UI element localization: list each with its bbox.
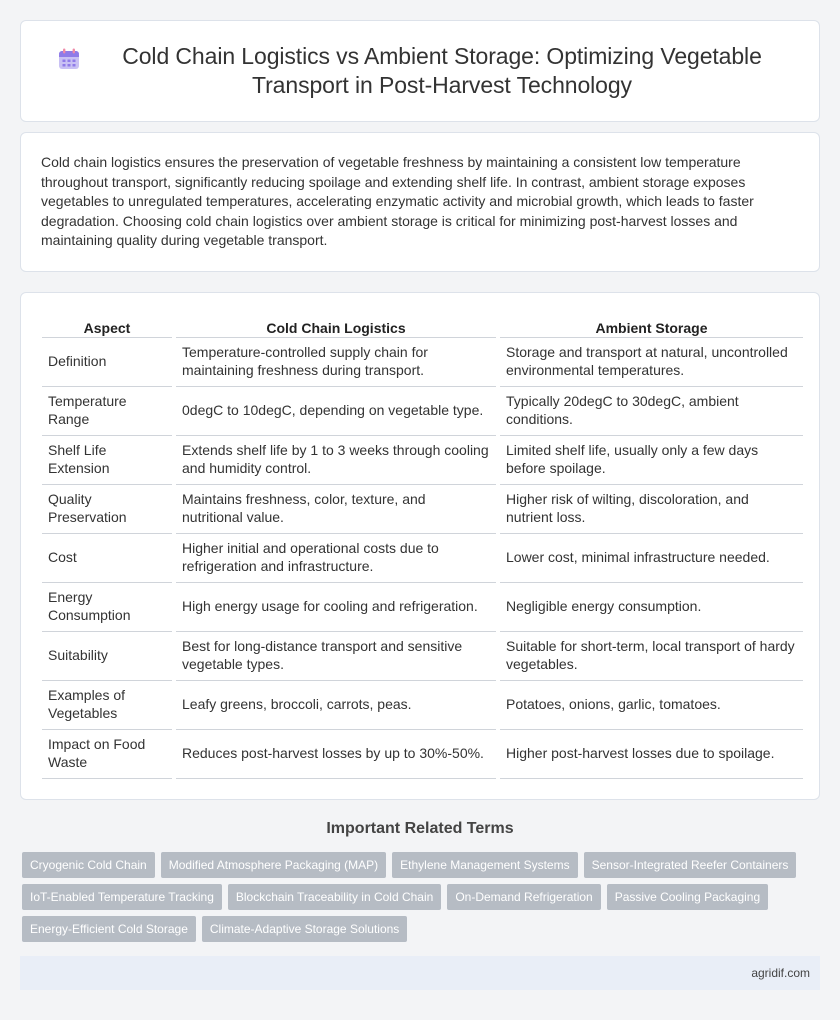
table-row [42, 387, 803, 436]
aspect-cell: Definition [42, 338, 172, 387]
cold-chain-cell: Maintains freshness, color, texture, and nutritional value. [176, 485, 496, 534]
cold-chain-cell: Temperature-controlled supply chain for maintaining freshness during transport. [176, 338, 496, 387]
header-cold-chain: Cold Chain Logistics [176, 315, 496, 338]
related-term-tag[interactable]: On-Demand Refrigeration [447, 884, 600, 910]
aspect-cell: Shelf Life Extension [42, 436, 172, 485]
related-terms-heading: Important Related Terms [326, 820, 514, 837]
title-card [20, 20, 820, 122]
table-row [42, 534, 803, 583]
aspect-cell: Suitability [42, 632, 172, 681]
ambient-cell: Higher post-harvest losses due to spoilage. [500, 730, 803, 779]
related-terms-list [22, 852, 822, 942]
table-row [42, 583, 803, 632]
table-row [42, 681, 803, 730]
table-row [42, 338, 803, 387]
cold-chain-cell: High energy usage for cooling and refrigeration. [176, 583, 496, 632]
cold-chain-cell: Extends shelf life by 1 to 3 weeks through cooling and humidity control. [176, 436, 496, 485]
table-row [42, 485, 803, 534]
footer [20, 956, 820, 990]
related-term-tag[interactable]: IoT-Enabled Temperature Tracking [22, 884, 222, 910]
title-wrap [21, 42, 819, 100]
footer-site-link[interactable]: agridif.com [751, 966, 810, 980]
calendar-icon [57, 47, 81, 71]
cold-chain-cell: Best for long-distance transport and sensitive vegetable types. [176, 632, 496, 681]
table-row [42, 632, 803, 681]
related-term-tag[interactable]: Passive Cooling Packaging [607, 884, 768, 910]
related-term-tag[interactable]: Blockchain Traceability in Cold Chain [228, 884, 441, 910]
intro-paragraph: Cold chain logistics ensures the preservation of vegetable freshness by maintaining a consistent low temperature throughout transport, significantly reducing spoilage and extending shelf life. In contrast, ambient storage exposes vegetables to unregulated temperatures, accelerating enzymatic activity and microbial growth, which leads to faster degradation. Choosing cold chain logistics over ambient storage is critical for minimizing post-harvest losses and maintaining quality during vegetable transport. [41, 154, 754, 249]
aspect-cell: Impact on Food Waste [42, 730, 172, 779]
cold-chain-cell: Leafy greens, broccoli, carrots, peas. [176, 681, 496, 730]
header-aspect: Aspect [42, 315, 172, 338]
table-row [42, 730, 803, 779]
intro-card [20, 132, 820, 272]
ambient-cell: Suitable for short-term, local transport of hardy vegetables. [500, 632, 803, 681]
related-term-tag[interactable]: Climate-Adaptive Storage Solutions [202, 916, 407, 942]
ambient-cell: Lower cost, minimal infrastructure needed. [500, 534, 803, 583]
aspect-cell: Energy Consumption [42, 583, 172, 632]
related-term-tag[interactable]: Sensor-Integrated Reefer Containers [584, 852, 797, 878]
ambient-cell: Higher risk of wilting, discoloration, and nutrient loss. [500, 485, 803, 534]
ambient-cell: Potatoes, onions, garlic, tomatoes. [500, 681, 803, 730]
related-term-tag[interactable]: Modified Atmosphere Packaging (MAP) [161, 852, 386, 878]
ambient-cell: Typically 20degC to 30degC, ambient conditions. [500, 387, 803, 436]
aspect-cell: Temperature Range [42, 387, 172, 436]
cold-chain-cell: Higher initial and operational costs due to refrigeration and infrastructure. [176, 534, 496, 583]
ambient-cell: Negligible energy consumption. [500, 583, 803, 632]
page-title: Cold Chain Logistics vs Ambient Storage: Optimizing Vegetable Transport in Post-Harvest Technology [122, 43, 762, 98]
cold-chain-cell: Reduces post-harvest losses by up to 30%-50%. [176, 730, 496, 779]
related-term-tag[interactable]: Ethylene Management Systems [392, 852, 577, 878]
ambient-cell: Limited shelf life, usually only a few days before spoilage. [500, 436, 803, 485]
comparison-card [20, 292, 820, 800]
ambient-cell: Storage and transport at natural, uncontrolled environmental temperatures. [500, 338, 803, 387]
table-row [42, 436, 803, 485]
related-term-tag[interactable]: Energy-Efficient Cold Storage [22, 916, 196, 942]
table-header-row [42, 315, 803, 338]
cold-chain-cell: 0degC to 10degC, depending on vegetable type. [176, 387, 496, 436]
aspect-cell: Quality Preservation [42, 485, 172, 534]
aspect-cell: Examples of Vegetables [42, 681, 172, 730]
related-term-tag[interactable]: Cryogenic Cold Chain [22, 852, 155, 878]
comparison-table [38, 315, 807, 779]
header-ambient: Ambient Storage [500, 315, 803, 338]
aspect-cell: Cost [42, 534, 172, 583]
